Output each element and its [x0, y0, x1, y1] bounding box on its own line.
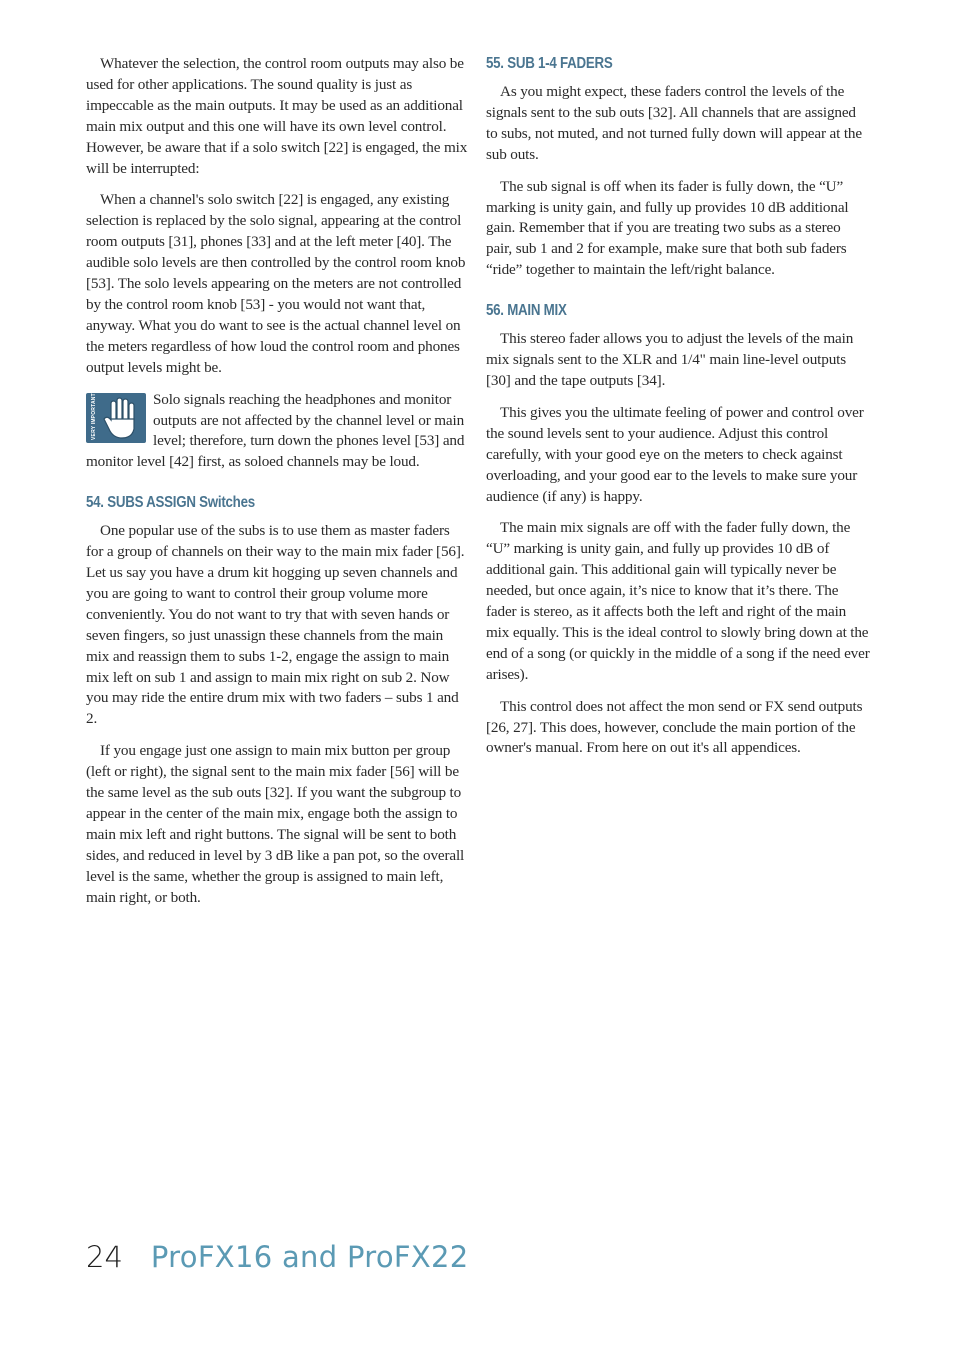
note-icon-label: VERY IMPORTANT	[91, 392, 97, 440]
paragraph-main-mix-fader: This stereo fader allows you to adjust the levels of the main mix signals sent to the XLR and 1/4" main line-level outputs [30] and the tape outputs [34].	[486, 330, 854, 389]
important-note	[86, 390, 468, 474]
page-number: 24	[86, 1240, 123, 1274]
right-column	[486, 54, 870, 770]
paragraph-main-mix-conclusion: This control does not affect the mon send or FX send outputs [26, 27]. This does, however, conclude the main portion of the owner's manual. From here on out it's all appendices.	[486, 697, 863, 757]
page-footer	[86, 1240, 469, 1274]
document-title: ProFX16 and ProFX22	[150, 1240, 469, 1274]
paragraph-main-mix-gain: The main mix signals are off with the fader fully down, the “U” marking is unity gain, and fully up provides 10 dB of additional gain. This additional gain will typically never be needed, but once again, it’s nice to know that it’s there. The fader is stereo, as it affects both the left and right of the main mix equally. This is the ideal control to slowly bring down at the end of a song (or quickly in the middle of a song if the need ever arises).	[486, 519, 870, 683]
hand-stop-icon	[86, 393, 146, 443]
section-heading-sub-faders: 55. SUB 1-4 FADERS	[486, 55, 613, 72]
paragraph-solo-switch: When a channel's solo switch [22] is engaged, any existing selection is replaced by the solo signal, appearing at the control room outputs [31], phones [33] and at the left meter [40]. The audible solo levels are then controlled by the control room knob [53]. The solo levels appearing on the meters are not controlled by the control room knob [53] - you would not want that, anyway. What you do want to see is the actual channel level on the meters regardless of how loud the control room and phones output levels might be.	[86, 191, 466, 376]
paragraph-sub-faders-gain: The sub signal is off when its fader is fully down, the “U” marking is unity gain, and fully up provides 10 dB additional gain. Remember that if you are treating two subs as a stereo pair, sub 1 and 2 for example, make sure that both sub faders “ride” together to maintain the left/right balance.	[486, 177, 849, 279]
paragraph-sub-faders-levels: As you might expect, these faders control the levels of the signals sent to the sub outs [32]. All channels that are assigned to subs, not muted, and not turned fully down will appear at the sub outs.	[486, 83, 862, 163]
paragraph-main-mix-power: This gives you the ultimate feeling of power and control over the sound levels sent to your audience. Adjust this control carefully, with your good eye on the meters to check against overloading, and your good ear to the levels to make sure your audience (if any) is happy.	[486, 403, 864, 505]
left-column	[86, 54, 468, 920]
paragraph-control-room-outputs: Whatever the selection, the control room outputs may also be used for other applications. The sound quality is just as impeccable as the main outputs. It may be used as an additional main mix output and this one will have its own level control. However, be aware that if a solo switch [22] is engaged, the mix will be interrupted:	[86, 55, 468, 177]
section-heading-main-mix: 56. MAIN MIX	[486, 302, 567, 320]
paragraph-subs-master-faders: One popular use of the subs is to use them as master faders for a group of channels on their way to the main mix fader [56]. Let us say you have a drum kit hogging up seven channels and you are going to want to control their group volume more conveniently. You do not want to try that with seven hands or seven fingers, so just unassign these channels from the main mix and reassign them to subs 1-2, engage the assign to main mix left on sub 1 and assign to main mix right on sub 2. Now you may ride the entire drum mix with two faders – subs 1 and 2.	[86, 522, 465, 728]
paragraph-subs-assign-levels: If you engage just one assign to main mix button per group (left or right), the signal sent to the main mix fader [56] will be the same level as the sub outs [32]. If you want the subgroup to appear in the center of the main mix, engage both the assign to main mix left and right buttons. The signal will be sent to both sides, and reduced in level by 3 dB like a pan pot, so the overall level is the same, whether the group is assigned to main left, main right, or both.	[86, 742, 465, 906]
important-note-text: Solo signals reaching the headphones and monitor outputs are not affected by the channel level or main level; therefore, turn down the phones level [53] and monitor level [42] first, as soloed channels may be loud.	[86, 390, 465, 471]
section-heading-subs-assign: 54. SUBS ASSIGN Switches	[86, 494, 255, 512]
